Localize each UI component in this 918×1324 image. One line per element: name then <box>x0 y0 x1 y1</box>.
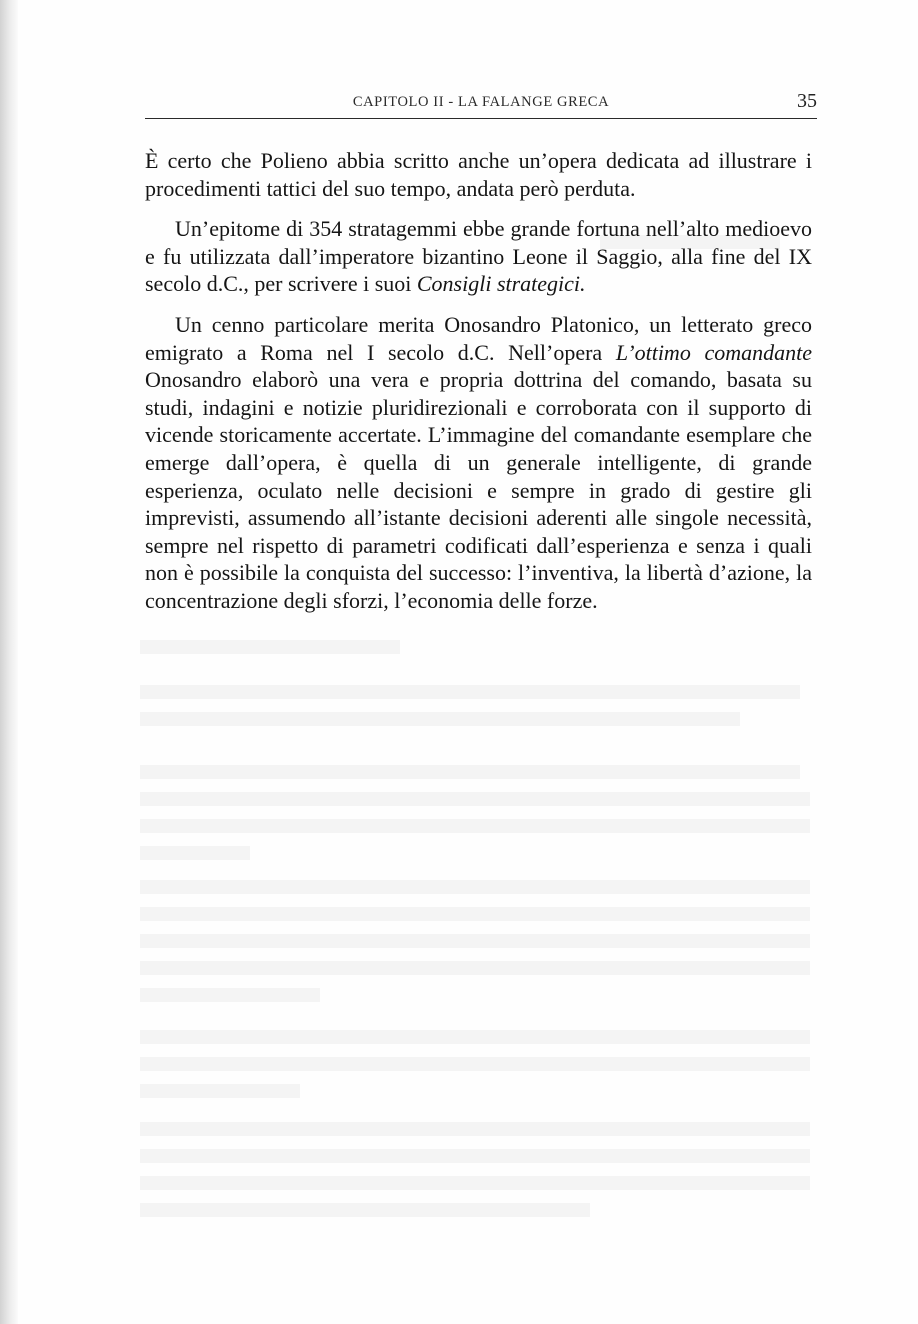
show-through-mark <box>140 988 320 1002</box>
paragraph-text: Onosandro elaborò una vera e propria dottrina del comando, basata su studi, indagini e notizie pluridirezionali e corroborata con il supporto di vicende storicamente accertate. L’immagine del comandante esemplare che emerge dall’opera, è quella di un generale intelligente, di grande esperienza, oculato nelle decisioni e sempre in grado di gestire gli imprevisti, assumendo all’istante decisioni aderenti alle singole necessità, sempre nel rispetto di parametri codificati dall’esperienza e senza i quali non è possibile la conquista del successo: l’inventiva, la libertà d’azione, la concentrazione degli sforzi, l’economia delle forze. <box>145 367 812 613</box>
paragraph-text: Un’epitome di 354 stratagemmi ebbe grande fortuna nell’alto medioevo e fu utilizzata dall’imperatore bizantino Leone il Saggio, alla fine del IX secolo d.C., per scrivere i suoi <box>145 216 812 297</box>
chapter-title: CAPITOLO II - LA FALANGE GRECA <box>352 94 610 110</box>
show-through-mark <box>140 1030 810 1044</box>
show-through-mark <box>140 880 810 894</box>
show-through-mark <box>140 819 810 833</box>
paragraph-onosandro <box>145 311 812 615</box>
show-through-mark <box>140 846 250 860</box>
show-through-mark <box>140 1203 590 1217</box>
paragraph-text: Un cenno particolare merita Onosandro Platonico, un letterato greco emigrato a Roma nel I secolo d.C. Nell’opera <box>145 311 812 365</box>
paragraph-text: È certo che Polieno abbia scritto anche un’opera dedicata ad illustrare i procedimenti tattici del suo tempo, andata però perduta. <box>145 148 812 201</box>
italic-title: Consigli strategici. <box>416 271 586 297</box>
show-through-mark <box>140 1122 810 1136</box>
show-through-mark <box>140 640 400 654</box>
show-through-mark <box>140 961 810 975</box>
show-through-mark <box>140 1176 810 1190</box>
show-through-mark <box>140 1057 810 1071</box>
show-through-mark <box>140 685 800 699</box>
show-through-mark <box>140 907 810 921</box>
show-through-mark <box>140 1084 300 1098</box>
italic-title: L’ottimo comandante <box>615 339 812 365</box>
page-number: 35 <box>797 90 817 112</box>
paragraph-epitome <box>145 215 812 298</box>
show-through-mark <box>140 712 740 726</box>
running-header <box>145 88 817 119</box>
page-gutter-shadow <box>0 0 18 1324</box>
show-through-mark <box>140 1149 810 1163</box>
paragraph-polieno <box>145 147 812 202</box>
show-through-mark <box>140 934 810 948</box>
show-through-mark <box>140 792 810 806</box>
show-through-mark <box>140 765 800 779</box>
body-text <box>145 147 812 628</box>
